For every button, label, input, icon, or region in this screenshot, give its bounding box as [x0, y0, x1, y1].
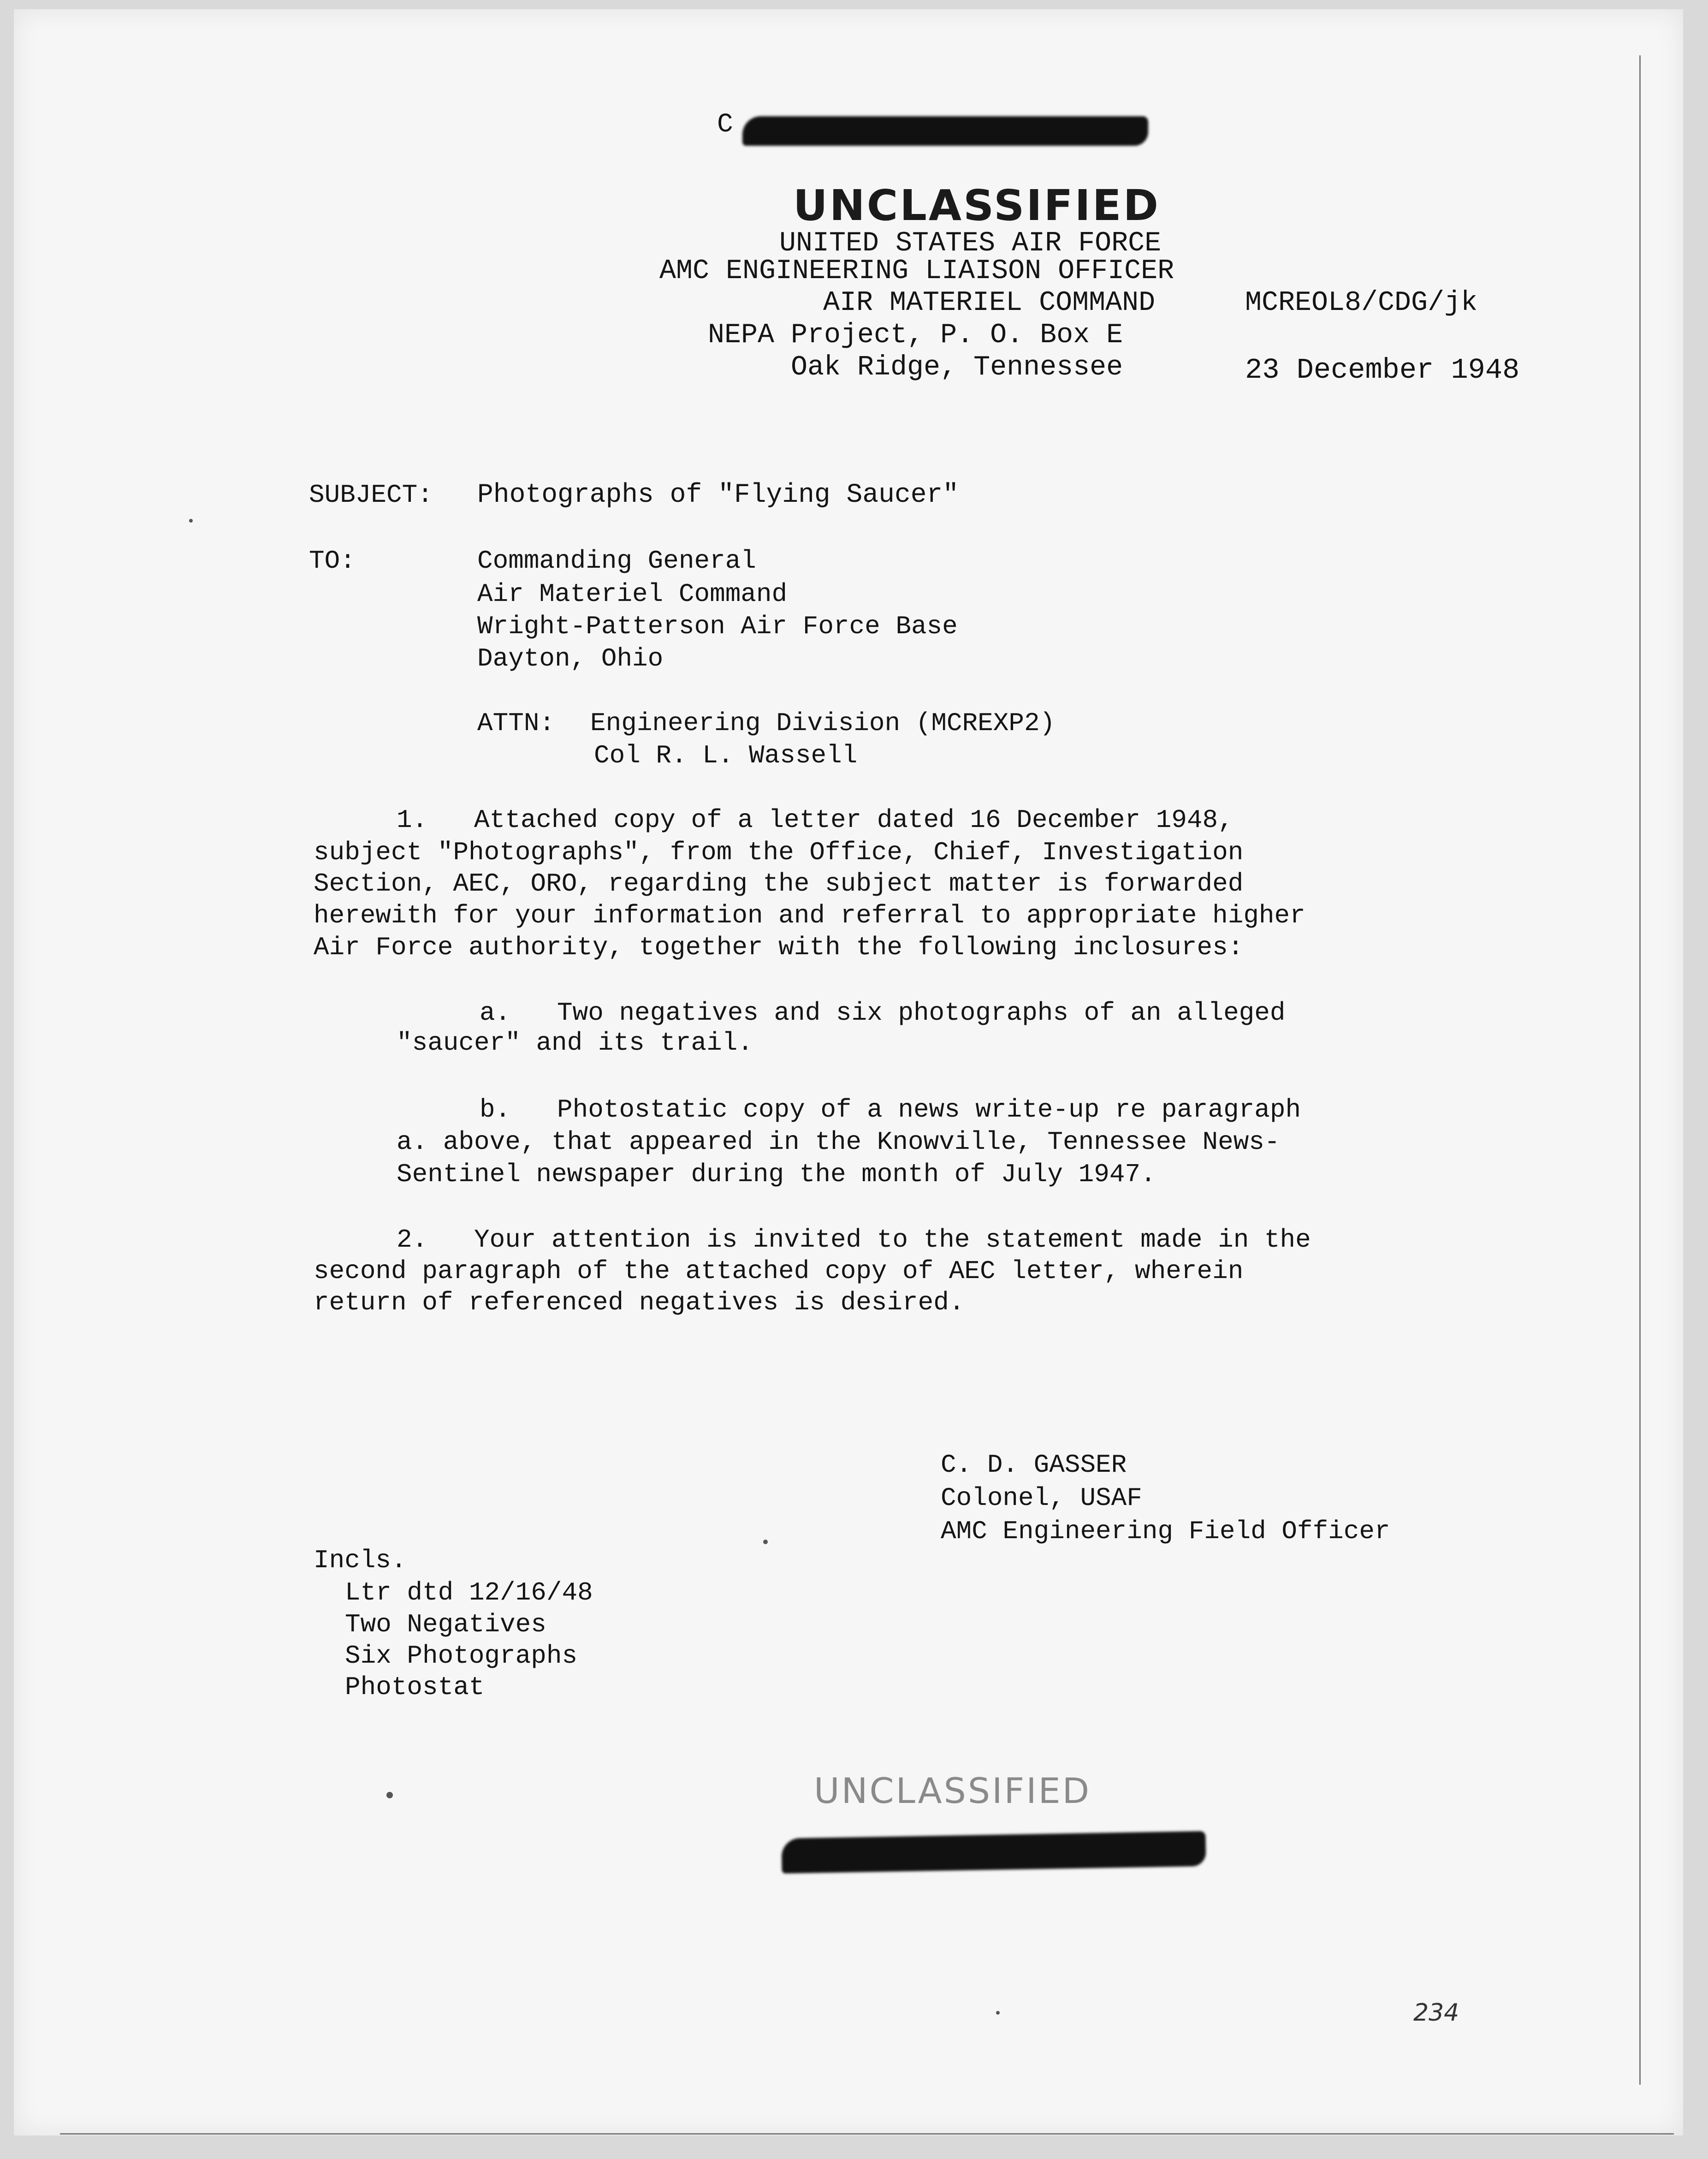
signature-title: AMC Engineering Field Officer	[941, 1517, 1390, 1546]
file-reference: MCREOL8/CDG/jk	[1245, 287, 1478, 319]
unclassified-stamp-bottom: UNCLASSIFIED	[814, 1770, 1091, 1811]
redaction-bar-top	[742, 116, 1148, 146]
scan-edge-bottom	[60, 2133, 1674, 2135]
page-number: 234	[1413, 1999, 1459, 2027]
unclassified-stamp-top: UNCLASSIFIED	[793, 181, 1160, 230]
para-b-line-3: Sentinel newspaper during the month of July 1947.	[397, 1160, 1156, 1189]
subject-label: SUBJECT:	[309, 480, 433, 510]
classification-prefix: C	[717, 110, 733, 140]
letter-date: 23 December 1948	[1245, 354, 1520, 387]
scan-edge-right	[1639, 55, 1641, 2085]
attn-line-1: Engineering Division (MCREXP2)	[590, 708, 1056, 738]
to-line-4: Dayton, Ohio	[477, 644, 664, 673]
signature-name: C. D. GASSER	[941, 1450, 1127, 1480]
org-line-2: AMC ENGINEERING LIAISON OFFICER	[659, 256, 1174, 287]
to-line-3: Wright-Patterson Air Force Base	[477, 612, 958, 641]
para-1-line-5: Air Force authority, together with the following inclosures:	[314, 933, 1244, 962]
document-page	[14, 9, 1683, 2135]
para-b-line-2: a. above, that appeared in the Knowville, Tennessee News-	[397, 1127, 1280, 1157]
scan-speck	[996, 2011, 1000, 2015]
para-2-line-2: second paragraph of the attached copy of AEC letter, wherein	[314, 1256, 1244, 1286]
scan-speck	[763, 1540, 768, 1544]
para-2-line-3: return of referenced negatives is desired.	[314, 1288, 965, 1317]
subject-text: Photographs of "Flying Saucer"	[477, 480, 959, 510]
para-a-line-1: a. Two negatives and six photographs of an alleged	[480, 998, 1286, 1028]
scan-speck	[189, 519, 193, 523]
inclosure-1: Ltr dtd 12/16/48	[345, 1578, 593, 1607]
to-line-1: Commanding General	[477, 546, 756, 576]
para-b-line-1: b. Photostatic copy of a news write-up re paragraph	[480, 1095, 1301, 1124]
inclosure-2: Two Negatives	[345, 1610, 546, 1639]
org-line-4: NEPA Project, P. O. Box E	[708, 320, 1123, 351]
para-1-line-3: Section, AEC, ORO, regarding the subject matter is forwarded	[314, 869, 1244, 898]
para-1-line-2: subject "Photographs", from the Office, Chief, Investigation	[314, 838, 1244, 867]
para-a-line-2: "saucer" and its trail.	[397, 1028, 753, 1058]
to-line-2: Air Materiel Command	[477, 579, 788, 609]
to-label: TO:	[309, 546, 356, 576]
para-1-line-4: herewith for your information and referral to appropriate higher	[314, 901, 1305, 930]
attn-label: ATTN:	[477, 708, 555, 738]
inclosures-label: Incls.	[314, 1546, 407, 1575]
inclosure-4: Photostat	[345, 1672, 485, 1702]
para-1-line-1: 1. Attached copy of a letter dated 16 December 1948,	[397, 805, 1234, 835]
inclosure-3: Six Photographs	[345, 1641, 578, 1671]
para-2-line-1: 2. Your attention is invited to the statement made in the	[397, 1225, 1311, 1255]
org-line-1: UNITED STATES AIR FORCE	[779, 228, 1162, 259]
org-line-3: AIR MATERIEL COMMAND	[823, 287, 1156, 319]
signature-rank: Colonel, USAF	[941, 1483, 1142, 1513]
org-line-5: Oak Ridge, Tennessee	[791, 352, 1123, 383]
redaction-bar-bottom	[781, 1831, 1206, 1874]
scan-speck	[386, 1792, 393, 1798]
attn-line-2: Col R. L. Wassell	[594, 741, 858, 770]
